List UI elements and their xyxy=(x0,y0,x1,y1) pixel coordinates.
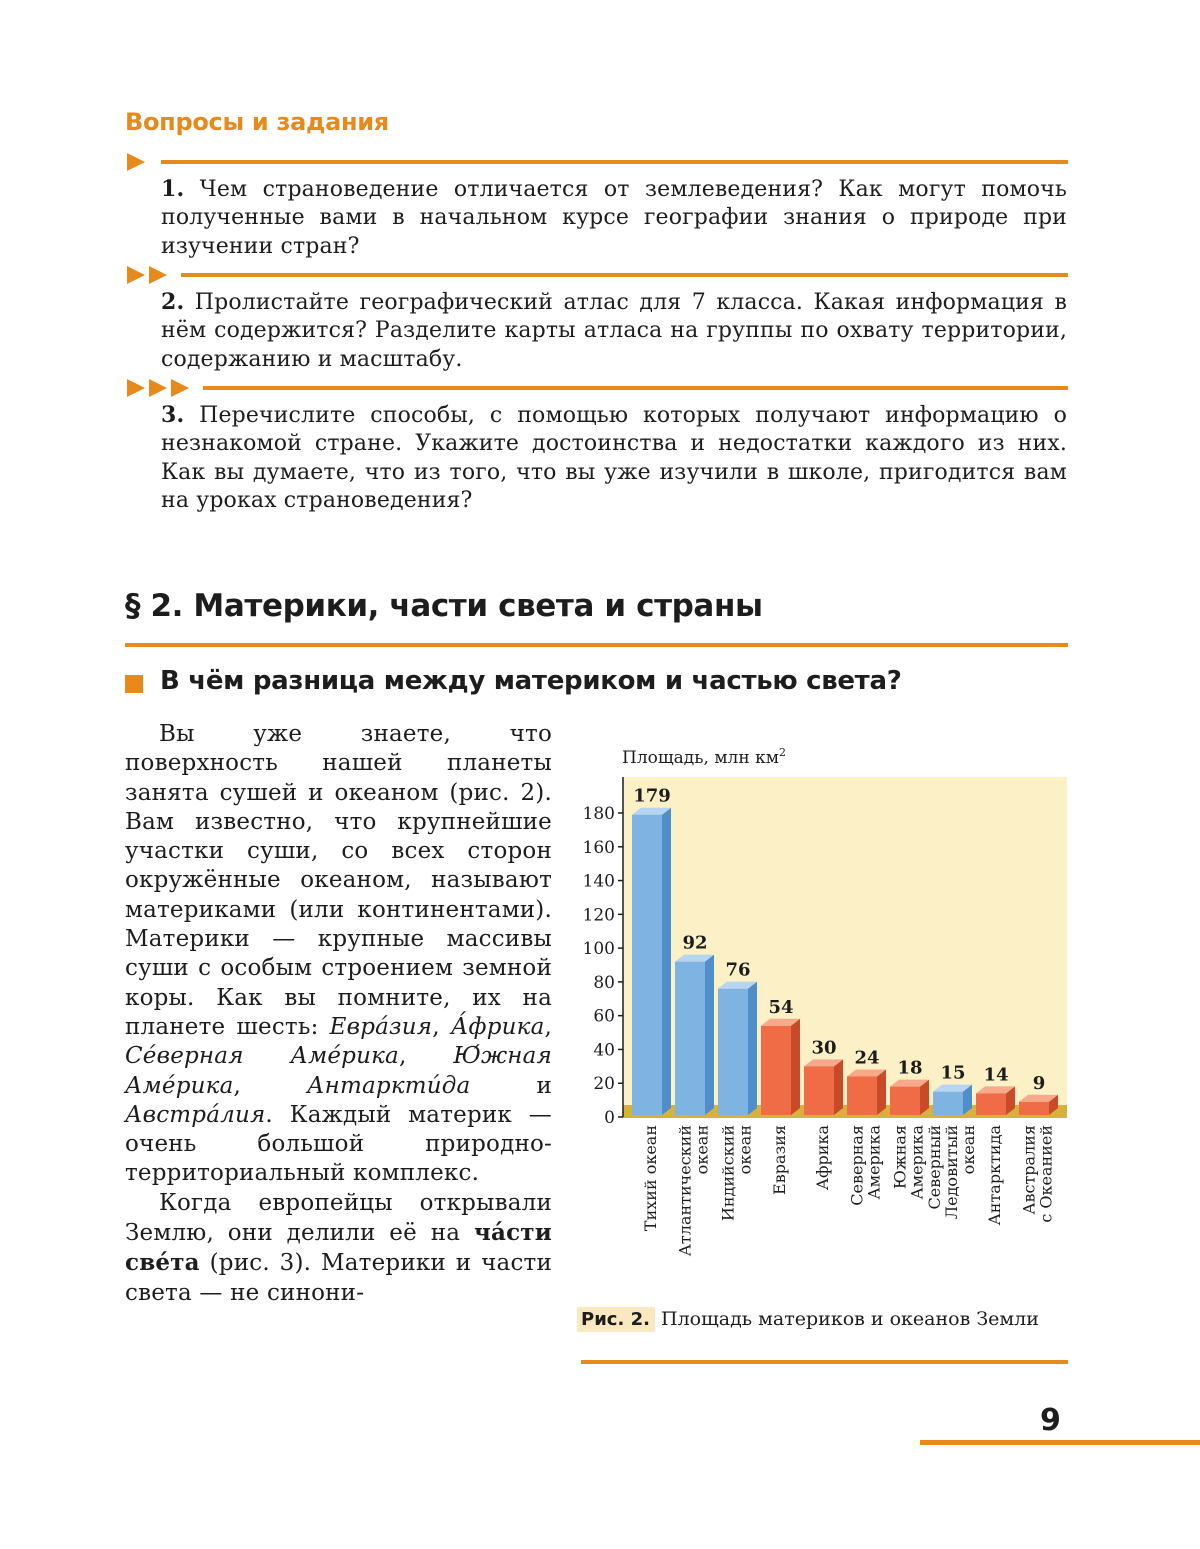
bar-ocean xyxy=(718,989,748,1115)
x-category-label xyxy=(813,1125,832,1191)
bar-chart xyxy=(575,735,1075,1295)
bar-value-label: 9 xyxy=(1032,1072,1046,1094)
bar-side xyxy=(791,1019,800,1115)
x-category-label-line: Австралия xyxy=(1019,1125,1039,1215)
bar-land xyxy=(890,1087,920,1115)
x-category-label xyxy=(719,1125,755,1221)
arrow-right-icon xyxy=(125,377,145,399)
x-category-label-line: Южная xyxy=(890,1125,910,1190)
body-text xyxy=(125,720,552,1308)
arrow-right-icon xyxy=(125,151,145,173)
y-tick-label: 40 xyxy=(593,1040,615,1061)
bar-ocean xyxy=(675,962,705,1115)
question-1 xyxy=(161,175,1067,261)
x-category-label-line: океан xyxy=(959,1125,978,1175)
continent-eurasia: Евра́зия xyxy=(329,1013,433,1040)
x-category-label-line: Северный xyxy=(925,1125,944,1210)
body-text-run: Вы уже знаете, что поверхность нашей планеты занята сушей и океаном (рис. 2). Вам известно, что крупнейшие участки суши, со всех сторон окружённые океаном, называют материками (или континентами). Материки — крупные массивы суши с особым строением земной коры. Как вы помните, их на планете шесть: xyxy=(125,721,552,1040)
body-text-run: (рис. 3). Материки и части света — не синони- xyxy=(125,1250,552,1306)
section-rule xyxy=(125,643,1068,647)
separator: , xyxy=(398,1043,454,1070)
x-category-label xyxy=(641,1125,660,1231)
bar-land xyxy=(804,1066,834,1115)
body-paragraph-2 xyxy=(125,1189,552,1308)
bar-value-label: 92 xyxy=(682,932,708,954)
separator: и xyxy=(470,1072,552,1099)
bar-value-label: 14 xyxy=(983,1064,1009,1086)
arrow-right-icon xyxy=(125,264,145,286)
figure-2-chart xyxy=(575,735,1075,1295)
x-category-label xyxy=(770,1125,789,1195)
bar-side xyxy=(834,1059,843,1115)
key-term: ча́сти све́та xyxy=(125,1219,552,1277)
x-category-label-line: Ледовитый xyxy=(942,1125,961,1220)
y-tick-label: 20 xyxy=(593,1074,615,1095)
continent-africa: А́фрика xyxy=(450,1013,545,1040)
y-tick-label: 180 xyxy=(582,804,615,824)
x-category-label xyxy=(985,1125,1004,1226)
x-category-label-line: Африка xyxy=(813,1125,832,1191)
x-category-label-line: Северная xyxy=(847,1125,867,1206)
question-2-text: Пролистайте географический атлас для 7 класса. Какая информация в нём содержится? Разделите карты атласа на группы по охвату территории, содержанию и масштабу. xyxy=(161,290,1067,372)
x-category-label-line: Евразия xyxy=(770,1125,789,1195)
arrow-right-icon xyxy=(147,377,167,399)
caption-rule xyxy=(581,1360,1068,1364)
x-category-label-line: океан xyxy=(735,1125,755,1175)
page-number-rule xyxy=(920,1440,1200,1445)
separator: , xyxy=(233,1072,307,1099)
continent-australia: Австра́лия xyxy=(125,1101,266,1128)
question-3-rule xyxy=(125,377,1068,399)
bar-land xyxy=(976,1093,1006,1115)
question-2-rule xyxy=(125,264,1068,286)
x-category-label-line: Индийский xyxy=(718,1125,738,1222)
continent-north-america: Се́верная Аме́рика xyxy=(125,1043,399,1070)
bar-land xyxy=(1019,1102,1049,1115)
figure-caption-text: Площадь материков и океанов Земли xyxy=(661,1308,1039,1330)
y-tick-label: 160 xyxy=(582,837,615,858)
bar-value-label: 15 xyxy=(940,1062,966,1084)
question-1-text: Чем страноведение отличается от землеведения? Как могут помочь полученные вами в начальном курсе географии знания о природе при изучении стран? xyxy=(161,177,1067,259)
question-2-number: 2. xyxy=(161,289,185,315)
bar-land xyxy=(847,1076,877,1115)
x-category-label-line: Атлантический xyxy=(675,1125,695,1257)
x-category-label xyxy=(848,1125,884,1206)
x-category-label-line: Америка xyxy=(864,1125,884,1200)
questions-heading: Вопросы и задания xyxy=(125,108,389,136)
x-category-label-line: Антарктида xyxy=(985,1125,1004,1226)
arrow-right-icon xyxy=(147,264,167,286)
y-tick-label: 0 xyxy=(604,1108,615,1128)
page-number: 9 xyxy=(1040,1403,1061,1438)
continent-south-america: Ю́жная Аме́рика xyxy=(125,1043,552,1099)
x-category-label xyxy=(1020,1125,1056,1223)
bar-value-label: 179 xyxy=(633,785,671,807)
question-1-number: 1. xyxy=(161,176,185,202)
question-1-rule xyxy=(125,151,1068,173)
square-bullet-icon xyxy=(125,675,143,693)
body-paragraph-1 xyxy=(125,720,552,1189)
bar-side xyxy=(662,808,671,1115)
question-2 xyxy=(161,288,1067,374)
body-text-run: Когда европейцы открывали Землю, они делили её на xyxy=(125,1189,552,1247)
y-tick-label: 140 xyxy=(582,871,615,892)
x-category-label xyxy=(925,1125,978,1219)
continent-antarctica: Антаркти́да xyxy=(307,1072,471,1099)
bar-ocean xyxy=(632,815,662,1115)
x-category-label xyxy=(676,1125,712,1256)
figure-label: Рис. 2. xyxy=(577,1307,655,1332)
x-category-label-line: с Океанией xyxy=(1036,1125,1056,1223)
y-tick-label: 80 xyxy=(593,972,615,993)
chart-title-superscript: 2 xyxy=(778,746,786,759)
separator: , xyxy=(544,1013,553,1040)
separator: , xyxy=(432,1013,451,1040)
chart-title: Площадь, млн $км^2$ xyxy=(622,746,786,768)
bar-land xyxy=(761,1026,791,1115)
bar-value-label: 76 xyxy=(725,959,751,981)
bar-value-label: 54 xyxy=(768,996,794,1018)
bar-side xyxy=(748,982,757,1115)
bar-side xyxy=(705,955,714,1115)
bar-ocean xyxy=(933,1092,963,1115)
x-category-label-line: океан xyxy=(692,1125,712,1175)
question-3-text: Перечислите способы, с помощью которых получают информацию о незнакомой стране. Укажите достоинства и недостатки каждого из них. Как вы думаете, что из того, что вы уже изучили в школе, пригодится вам на уроках страноведения? xyxy=(161,403,1067,513)
y-tick-label: 60 xyxy=(593,1006,615,1027)
section-title: § 2. Материки, части света и страны xyxy=(125,588,763,624)
section-subtitle: В чём разница между материком и частью света? xyxy=(160,666,902,696)
x-category-label-line: Тихий океан xyxy=(641,1125,660,1232)
y-tick-label: 100 xyxy=(582,939,615,960)
bar-value-label: 18 xyxy=(897,1057,923,1079)
figure-caption xyxy=(581,1307,1061,1332)
x-category-label xyxy=(891,1125,927,1200)
bar-value-label: 24 xyxy=(854,1047,880,1069)
x-category-label-line: Америка xyxy=(907,1125,927,1200)
bar-side xyxy=(877,1069,886,1115)
body-text-run: . Каждый материк — очень большой природно-территориальный комплекс. xyxy=(125,1101,552,1187)
bar-value-label: 30 xyxy=(811,1037,837,1059)
question-3 xyxy=(161,401,1067,515)
arrow-right-icon xyxy=(169,377,189,399)
question-3-number: 3. xyxy=(161,402,185,428)
y-tick-label: 120 xyxy=(582,905,615,926)
